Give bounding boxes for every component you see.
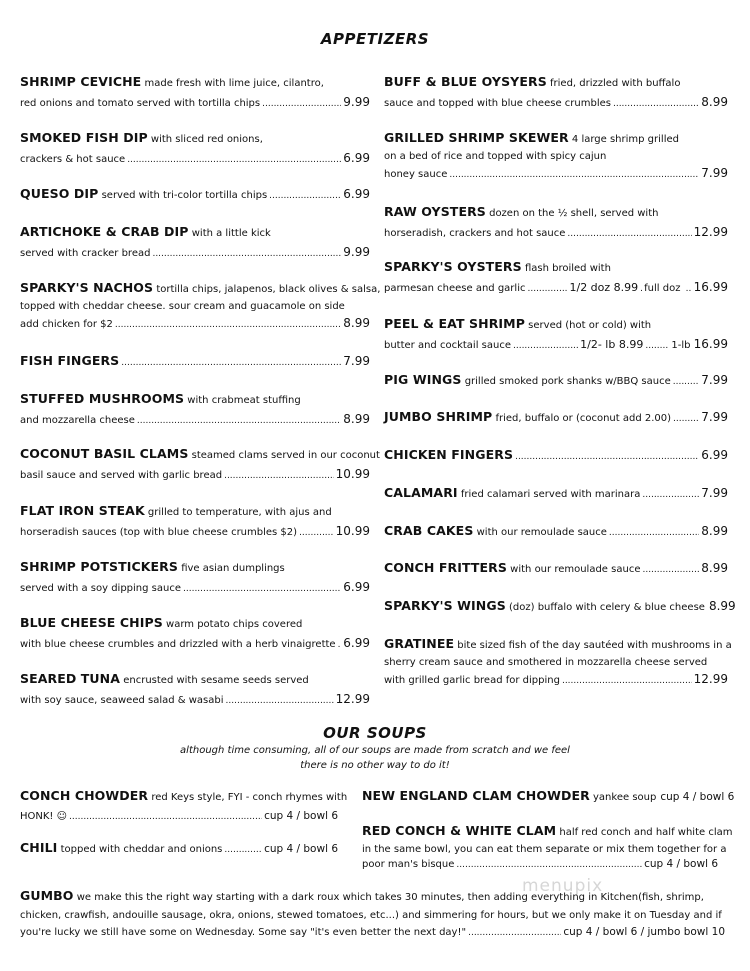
menu-item-grilled-shrimp-skewer [384,128,728,185]
item-half-price: 1/2 doz 8.99 [569,281,639,294]
menu-item-coconut-basil-clams [20,444,380,486]
menu-item-gratinee [384,634,732,691]
menu-item-jumbo-shrimp [384,407,728,429]
soup-chili [20,838,338,860]
item-desc: fried, buffalo or (coconut add 2.00) [495,413,672,424]
item-name: CALAMARI [384,485,458,500]
item-name: JUMBO SHRIMP [384,409,493,424]
item-desc: we make this the right way starting with a dark roux which takes 30 minutes, then adding everything in Kitchen(fish, shrimp, [76,892,704,903]
item-desc: poor man's bisque [362,859,455,870]
item-name: CHICKEN FINGERS [384,447,514,462]
menu-item-flat-iron-steak [20,501,370,543]
item-desc: bite sized fish of the day sautéed with mushrooms in a [457,640,732,651]
menu-item-conch-fritters [384,558,728,580]
item-name: RAW OYSTERS [384,204,486,219]
item-desc: topped with cheddar and onions [60,844,223,855]
item-desc: with sliced red onions, [150,134,263,145]
item-name: GRATINEE [384,636,455,651]
menu-item-calamari [384,483,728,505]
item-price: 6.99 [701,448,728,462]
item-name: SHRIMP POTSTICKERS [20,559,179,574]
soups-intro-line1: although time consuming, all of our soups are made from scratch and we feel [180,745,570,756]
menu-item-raw-oysters [384,202,728,244]
item-desc: sauce and topped with blue cheese crumbles [384,98,611,109]
item-name: CONCH CHOWDER [20,788,149,803]
item-desc: add chicken for $2 [20,319,113,330]
item-name: RED CONCH & WHITE CLAM [362,823,557,838]
item-desc: made fresh with lime juice, cilantro, [144,78,324,89]
item-name: SEARED TUNA [20,671,121,686]
item-name: CRAB CAKES [384,523,474,538]
item-desc: HONK! ☺ [20,811,68,822]
item-price: 10.99 [335,467,370,481]
menu-item-stuffed-mushrooms [20,389,370,431]
item-desc: grilled smoked pork shanks w/BBQ sauce [464,376,671,387]
item-desc: butter and cocktail sauce [384,340,511,351]
item-desc: red onions and tomato served with tortilla chips [20,98,261,109]
item-desc: tortilla chips, jalapenos, black olives & salsa, [156,284,381,295]
item-name: NEW ENGLAND CLAM CHOWDER [362,788,590,803]
item-name: GUMBO [20,888,74,903]
item-desc: with crabmeat stuffing [187,395,301,406]
item-desc: served with tri-color tortilla chips [101,190,268,201]
item-desc: with a little kick [191,228,271,239]
menu-item-chicken-fingers [384,445,728,467]
item-desc: with grilled garlic bread for dipping [384,675,560,686]
item-desc: with our remoulade sauce [510,564,641,575]
menu-item-seared-tuna [20,669,370,711]
item-desc: encrusted with sesame seeds served [123,675,309,686]
appetizers-title: APPETIZERS [320,30,430,48]
item-price: 6.99 [343,187,370,201]
item-desc: horseradish sauces (top with blue cheese crumbles $2) [20,527,298,538]
item-desc: chicken, crawfish, andouille sausage, okra, onions, stewed tomatoes, etc...) and simmering for hours, but we only make it on Tuesday and if [20,910,722,921]
item-desc: fried calamari served with marinara [460,489,641,500]
item-name: ARTICHOKE & CRAB DIP [20,224,189,239]
item-desc: served (hot or cold) with [528,320,652,331]
item-desc: in the same bowl, you can eat them separate or mix them together for a [362,844,727,855]
item-desc: five asian dumplings [181,563,285,574]
item-price: cup 4 / bowl 6 / jumbo bowl 10 [563,926,725,938]
item-half-price: 1/2- lb 8.99 [580,338,644,351]
item-price: 6.99 [343,636,370,650]
item-desc: 4 large shrimp grilled [571,134,679,145]
item-name: QUESO DIP [20,186,99,201]
item-desc: yankee soup [593,792,657,803]
item-price: cup 4 / bowl 6 [264,810,338,822]
menu-item-sparkys-oysters [384,257,728,299]
item-desc: with our remoulade sauce [476,527,607,538]
menu-item-shrimp-potstickers [20,557,370,599]
item-desc: grilled to temperature, with ajus and [147,507,332,518]
item-desc: honey sauce [384,169,448,180]
item-name: BUFF & BLUE OYSYERS [384,74,547,89]
item-name: COCONUT BASIL CLAMS [20,446,189,461]
item-desc: served with a soy dipping sauce [20,583,181,594]
item-price: 8.99 [343,316,370,330]
soup-conch-chowder [20,786,348,827]
item-price: 6.99 [343,580,370,594]
item-desc: dozen on the ½ shell, served with [489,208,659,219]
item-desc: (doz) buffalo with celery & blue cheese [509,602,705,613]
menu-item-blue-cheese-chips [20,613,370,655]
item-desc: sherry cream sauce and smothered in mozzarella cheese served [384,657,708,668]
item-name: BLUE CHEESE CHIPS [20,615,163,630]
item-price: 16.99 [693,280,728,294]
item-desc: flash broiled with [524,263,611,274]
item-name: SPARKY'S WINGS [384,598,506,613]
item-desc: parmesan cheese and garlic [384,283,526,294]
item-price: 12.99 [335,692,370,706]
item-desc: crackers & hot sauce [20,154,126,165]
item-name: PEEL & EAT SHRIMP [384,316,525,331]
item-price: 8.99 [701,561,728,575]
item-name: SPARKY'S NACHOS [20,280,154,295]
item-price: cup 4 / bowl 6 [264,843,338,855]
item-name: FLAT IRON STEAK [20,503,145,518]
menu-item-queso-dip [20,184,370,206]
menu-item-crab-cakes [384,521,728,543]
item-price: 9.99 [343,95,370,109]
soups-title: OUR SOUPS [323,724,427,742]
item-desc: fried, drizzled with buffalo [550,78,681,89]
item-name: STUFFED MUSHROOMS [20,391,185,406]
soup-new-england-clam-chowder [362,786,735,808]
item-desc: half red conch and half white clam [559,827,733,838]
menu-item-smoked-fish-dip [20,128,370,170]
item-price: cup 4 / bowl 6 [660,791,735,803]
item-price: cup 4 / bowl 6 [644,858,718,870]
item-desc: you're lucky we still have some on Wednesday. Some say "it's even better the next day!" [20,927,467,938]
soups-intro-line2: there is no other way to do it! [300,760,450,771]
item-price: 12.99 [693,672,728,686]
item-price: 7.99 [701,486,728,500]
item-name: SPARKY'S OYSTERS [384,259,522,274]
item-name: CHILI [20,840,58,855]
item-price: 7.99 [701,410,728,424]
menu-item-sparkys-nachos [20,278,381,335]
item-desc: with blue cheese crumbles and drizzled with a herb vinaigrette [20,639,336,650]
menu-item-shrimp-ceviche [20,72,370,114]
item-price: 8.99 [343,412,370,426]
item-name: SHRIMP CEVICHE [20,74,142,89]
watermark: menupix [522,876,604,896]
item-price: 7.99 [701,166,728,180]
item-price: 8.99 [701,524,728,538]
item-price: 12.99 [693,225,728,239]
item-name: FISH FINGERS [20,353,120,368]
menu-item-artichoke-crab-dip [20,222,370,264]
item-name: CONCH FRITTERS [384,560,507,575]
item-name: SMOKED FISH DIP [20,130,148,145]
item-desc: on a bed of rice and topped with spicy cajun [384,151,607,162]
item-price: 7.99 [343,354,370,368]
item-desc: topped with cheddar cheese. sour cream and guacamole on side [20,301,345,312]
item-price: 9.99 [343,245,370,259]
item-desc: basil sauce and served with garlic bread [20,470,223,481]
item-desc: with soy sauce, seaweed salad & wasabi [20,695,224,706]
soup-red-conch-white-clam [362,821,733,873]
item-name: GRILLED SHRIMP SKEWER [384,130,569,145]
item-desc: horseradish, crackers and hot sauce [384,228,566,239]
item-price: 7.99 [701,373,728,387]
item-price: 8.99 [701,95,728,109]
menu-item-peel-eat-shrimp [384,314,728,356]
menu-item-pig-wings [384,370,728,392]
item-desc: steamed clams served in our coconut [191,450,380,461]
item-full-label: 1-lb [671,340,691,351]
item-full-label: full doz [644,283,681,294]
item-desc: red Keys style, FYI - conch rhymes with [151,792,348,803]
soup-gumbo [20,887,725,942]
item-price: 16.99 [693,337,728,351]
menu-item-sparkys-wings [384,596,736,618]
menu-item-buff-blue-oysters [384,72,728,114]
item-name: PIG WINGS [384,372,462,387]
item-price: 8.99 [708,599,736,613]
item-price: 10.99 [335,524,370,538]
item-desc: and mozzarella cheese [20,415,135,426]
item-desc: served with cracker bread [20,248,151,259]
item-desc: warm potato chips covered [166,619,303,630]
menu-item-fish-fingers [20,351,370,373]
item-price: 6.99 [343,151,370,165]
